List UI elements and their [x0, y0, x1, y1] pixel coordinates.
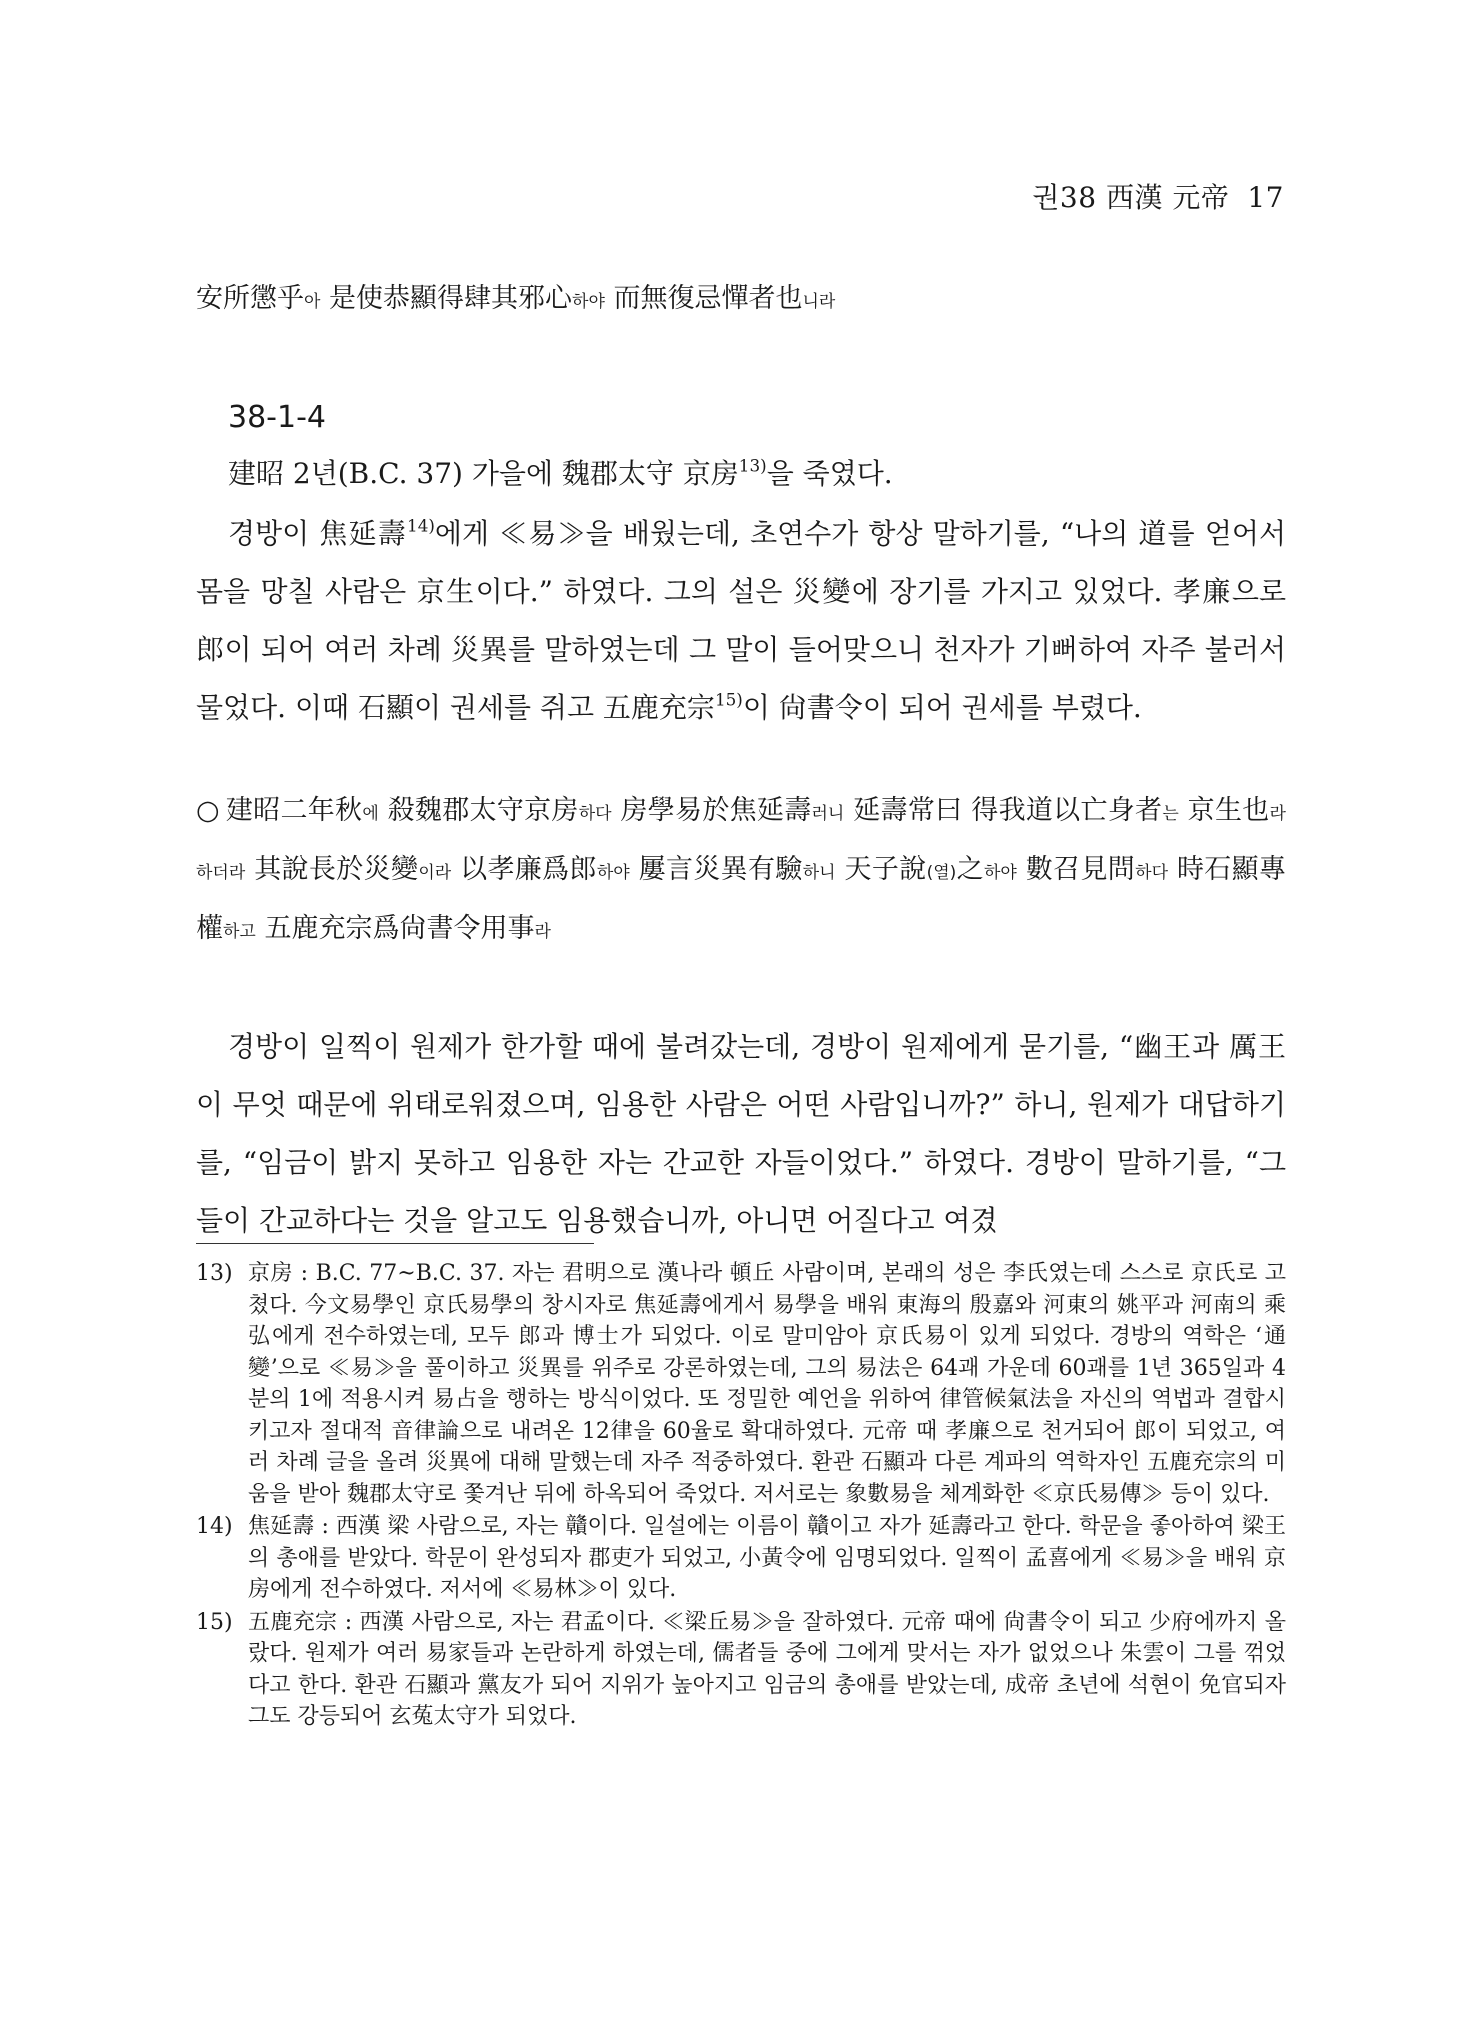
- text-run: 을 죽였다.: [766, 457, 893, 490]
- hanja-text: 京生也: [1178, 795, 1270, 826]
- hanja-text: 其說長於災變: [245, 854, 419, 885]
- section-number: 38-1-4: [228, 400, 326, 435]
- footnote-ref-15[interactable]: 15): [714, 689, 743, 710]
- particle-text: 러니: [811, 804, 845, 824]
- hanja-text: 之: [956, 854, 984, 885]
- circle-marker: ○: [196, 795, 220, 826]
- translation-paragraph: [196, 445, 1286, 503]
- hanja-text: 房學易於焦延壽: [611, 795, 812, 826]
- hanja-text: 以孝廉爲郎: [451, 854, 597, 885]
- hanja-text: 是使恭顯得肆其邪心: [320, 283, 573, 314]
- text-run: 경방이 焦延壽: [228, 517, 408, 550]
- translation-paragraph: [196, 505, 1286, 737]
- particle-text: 라: [534, 922, 551, 942]
- footnote-text: 焦延壽 : 西漢 梁 사람으로, 자는 贛이다. 일설에는 이름이 贛이고 자가 延壽라고 한다. 학문을 좋아하여 梁王의 총애를 받았다. 학문이 완성되자 郡吏가 되었고, 小黃令에 임명되었다. 일찍이 孟喜에게 ≪易≫을 배워 京房에게 전수하였다. 저서에 ≪易林≫이 있다.: [248, 1514, 1286, 1602]
- particle-text: (열): [926, 863, 957, 883]
- hanja-text: 安所懲乎: [196, 283, 304, 314]
- hanja-text: 數召見問: [1016, 854, 1136, 885]
- hanja-text: 延壽常曰 得我道以亡身者: [844, 795, 1163, 826]
- particle-text: 이라: [418, 863, 452, 883]
- footnote-15: [196, 1607, 1286, 1733]
- particle-text: 니라: [802, 292, 836, 312]
- particle-text: 라하더라: [196, 804, 1286, 883]
- translation-paragraph: 경방이 일찍이 원제가 한가할 때에 불려갔는데, 경방이 원제에게 묻기를, “幽王과 厲王이 무엇 때문에 위태로워졌으며, 임용한 사람은 어떤 사람입니까?” 하니, 원제가 대답하기를, “임금이 밝지 못하고 임용한 자는 간교한 자들이었다.” 하였다. 경방이 말하기를, “그들이 간교하다는 것을 알고도 임용했습니까, 아니면 어질다고 여겼: [196, 1030, 1286, 1237]
- translation-block-2: [196, 1018, 1286, 1250]
- footnote-text: 京房 : B.C. 77~B.C. 37. 자는 君明으로 漢나라 頓丘 사람이며, 본래의 성은 李氏였는데 스스로 京氏로 고쳤다. 今文易學인 京氏易學의 창시자로 焦延壽에게서 易學을 배워 東海의 殷嘉와 河東의 姚平과 河南의 乘弘에게 전수하였는데, 모두 郎과 博士가 되었다. 이로 말미암아 京氏易이 있게 되었다. 경방의 역학은 ‘通變’으로 ≪易≫을 풀이하고 災異를 위주로 강론하였는데, 그의 易法은 64괘 가운데 60괘를 1년 365일과 4분의 1에 적용시켜 易占을 행하는 방식이었다. 또 정밀한 예언을 위하여 律管候氣法을 자신의 역법과 결합시키고자 절대적 音律論으로 내려온 12律을 60율로 확대하였다. 元帝 때 孝廉으로 천거되어 郎이 되었고, 여러 차례 글을 올려 災異에 대해 말했는데 자주 적중하였다. 환관 石顯과 다른 계파의 역학자인 五鹿充宗의 미움을 받아 魏郡太守로 쫓겨난 뒤에 하옥되어 죽었다. 저서로는 象數易을 체계화한 ≪京氏易傳≫ 등이 있다.: [248, 1261, 1286, 1507]
- hanja-text: 建昭二年秋: [225, 795, 363, 826]
- hanja-text: 時石顯專權: [196, 854, 1286, 944]
- original-text-block: [196, 783, 1286, 960]
- original-text: [196, 795, 1286, 944]
- running-header: [1032, 176, 1284, 216]
- page-number: 17: [1247, 181, 1284, 214]
- translation-block: [196, 445, 1286, 737]
- footnote-ref-14[interactable]: 14): [407, 515, 435, 536]
- footnote-number: 13): [196, 1261, 233, 1286]
- particle-text: 하고: [223, 922, 256, 942]
- footnote-14: [196, 1511, 1286, 1606]
- footnote-number: 14): [196, 1514, 233, 1539]
- text-run: 에게 ≪易≫을 배웠는데, 초연수가 항상 말하기를, “나의 道를 얻어서 몸을 망칠 사람은 京生이다.” 하였다. 그의 설은 災變에 장기를 가지고 있었다. 孝廉으로 郎이 되어 여러 차례 災異를 말하였는데 그 말이 들어맞으니 천자가 기뻐하여 자주 불러서 물었다. 이때 石顯이 권세를 쥐고 五鹿充宗: [196, 517, 1286, 724]
- particle-text: 에: [362, 804, 379, 824]
- particle-text: 하다: [578, 804, 612, 824]
- particle-text: 하니: [802, 863, 836, 883]
- particle-text: 는: [1162, 804, 1179, 824]
- text-run: 이 尙書令이 되어 권세를 부렸다.: [742, 691, 1142, 724]
- text-run: 建昭 2년(B.C. 37) 가을에 魏郡太守 京房: [228, 457, 739, 490]
- hanja-text: 屢言災異有驗: [629, 854, 803, 885]
- hanja-text: 五鹿充宗爲尙書令用事: [255, 913, 535, 944]
- hanja-text: 殺魏郡太守京房: [378, 795, 579, 826]
- hanja-text: 而無復忌憚者也: [604, 283, 803, 314]
- running-title: 권38 西漢 元帝: [1032, 181, 1230, 214]
- particle-text: 아: [304, 292, 321, 312]
- footnote-divider: [196, 1243, 594, 1244]
- particle-text: 하야: [572, 292, 605, 312]
- footnote-ref-13[interactable]: 13): [738, 455, 767, 476]
- particle-text: 하다: [1135, 863, 1169, 883]
- particle-text: 하야: [596, 863, 630, 883]
- original-text-continuation: [196, 276, 835, 315]
- footnote-number: 15): [196, 1609, 233, 1635]
- footnotes: [196, 1258, 1286, 1734]
- hanja-text: 天子說: [835, 854, 927, 885]
- footnote-text: 五鹿充宗 : 西漢 사람으로, 자는 君孟이다. ≪梁丘易≫을 잘하였다. 元帝 때에 尙書令이 되고 少府에까지 올랐다. 원제가 여러 易家들과 논란하게 하였는데, 儒者들 중에 그에게 맞서는 자가 없었으나 朱雲이 그를 꺾었다고 한다. 환관 石顯과 黨友가 되어 지위가 높아지고 임금의 총애를 받았는데, 成帝 초년에 석현이 免官되자 그도 강등되어 玄菟太守가 되었다.: [248, 1609, 1286, 1729]
- particle-text: 하야: [983, 863, 1017, 883]
- footnote-13: [196, 1258, 1286, 1510]
